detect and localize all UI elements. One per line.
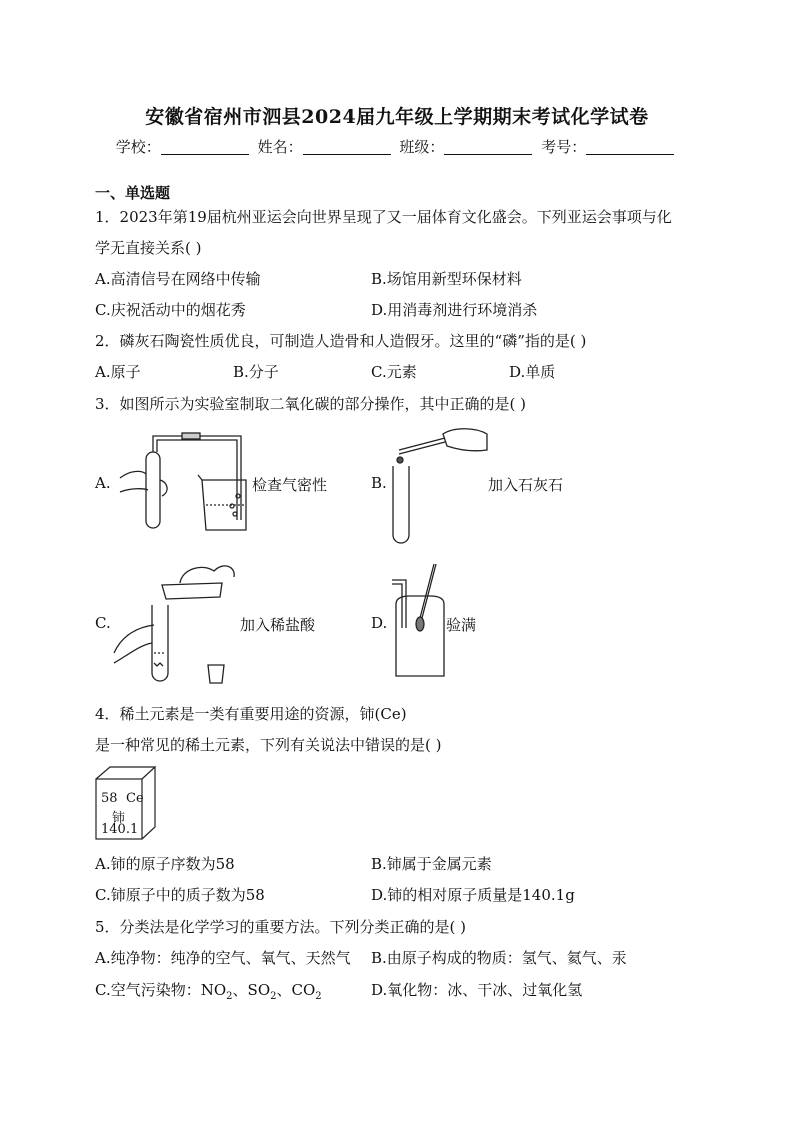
q3-option-a-letter[interactable]: A.	[95, 474, 111, 492]
add-acid-illustration	[110, 555, 240, 690]
element-name: 铈	[112, 811, 126, 826]
q4-option-a[interactable]: A.铈的原子序数为58	[95, 855, 235, 873]
q3-stem: 3．如图所示为实验室制取二氧化碳的部分操作，其中正确的是( )	[95, 395, 527, 413]
q2-option-d[interactable]: D.单质	[509, 363, 556, 381]
q4-option-c[interactable]: C.铈原子中的质子数为58	[95, 886, 265, 904]
q5-stem: 5．分类法是化学学习的重要方法。下列分类正确的是( )	[95, 918, 467, 936]
q5-option-c[interactable]: C.空气污染物：$NO_2$、$SO_2$、$CO_2$	[95, 981, 322, 1002]
q3-option-d-label: 验满	[446, 616, 477, 634]
element-atomic-number: 58	[101, 791, 118, 806]
name-blank[interactable]	[303, 140, 391, 155]
q3-option-b-letter[interactable]: B.	[371, 474, 387, 492]
formula-no2: $NO_2$	[200, 981, 233, 1002]
formula-so2: $SO_2$	[247, 981, 277, 1002]
q2-stem: 2．磷灰石陶瓷性质优良，可制造人造骨和人造假牙。这里的“磷”指的是( )	[95, 332, 587, 350]
q4-option-d[interactable]: D.铈的相对原子质量是140.1g	[371, 886, 575, 904]
q3-option-d-letter[interactable]: D.	[371, 614, 388, 632]
q5-option-b[interactable]: B.由原子构成的物质：氢气、氦气、汞	[371, 949, 627, 967]
q4-stem-line1: 4．稀土元素是一类有重要用途的资源，铈(Ce)	[95, 705, 407, 723]
q1-option-c[interactable]: C.庆祝活动中的烟花秀	[95, 301, 246, 319]
add-limestone-illustration	[385, 420, 495, 545]
section-heading: 一、单选题	[95, 184, 171, 202]
school-blank[interactable]	[161, 140, 249, 155]
q1-stem-line1: 1．2023年第19届杭州亚运会向世界呈现了又一届体育文化盛会。下列亚运会事项与化	[95, 208, 672, 226]
q4-option-b[interactable]: B.铈属于金属元素	[371, 855, 492, 873]
q3-option-c-label: 加入稀盐酸	[240, 616, 316, 634]
q5-option-c-prefix: C.空气污染物：	[95, 981, 201, 999]
check-full-illustration	[390, 560, 450, 685]
q2-option-a[interactable]: A.原子	[95, 363, 141, 381]
exam-title: 安徽省宿州市泗县2024届九年级上学期期末考试化学试卷	[145, 106, 649, 128]
number-blank[interactable]	[586, 140, 674, 155]
q2-option-c[interactable]: C.元素	[371, 363, 417, 381]
q5-option-a[interactable]: A.纯净物：纯净的空气、氧气、天然气	[95, 949, 351, 967]
q2-option-b[interactable]: B.分子	[233, 363, 279, 381]
q1-option-a[interactable]: A.高清信号在网络中传输	[95, 270, 261, 288]
element-symbol: Ce	[126, 791, 144, 806]
class-label: 班级：	[399, 138, 445, 156]
number-label: 考号：	[541, 138, 587, 156]
airtightness-check-illustration	[110, 430, 255, 535]
q1-stem-line2: 学无直接关系( )	[95, 239, 202, 257]
q4-stem-line2: 是一种常见的稀土元素，下列有关说法中错误的是( )	[95, 736, 442, 754]
q1-option-b[interactable]: B.场馆用新型环保材料	[371, 270, 522, 288]
q3-option-c-letter[interactable]: C.	[95, 614, 111, 632]
student-info-row	[0, 136, 794, 157]
element-atomic-mass: 140.1	[101, 822, 139, 837]
class-blank[interactable]	[444, 140, 532, 155]
formula-co2: $CO_2$	[291, 981, 322, 1002]
name-label: 姓名：	[257, 138, 303, 156]
q1-option-d[interactable]: D.用消毒剂进行环境消杀	[371, 301, 538, 319]
q3-option-a-label: 检查气密性	[252, 476, 328, 494]
element-card-cerium	[95, 765, 157, 841]
school-label: 学校：	[115, 138, 161, 156]
q5-option-d[interactable]: D.氧化物：冰、干冰、过氧化氢	[371, 981, 583, 999]
q3-option-b-label: 加入石灰石	[488, 476, 564, 494]
